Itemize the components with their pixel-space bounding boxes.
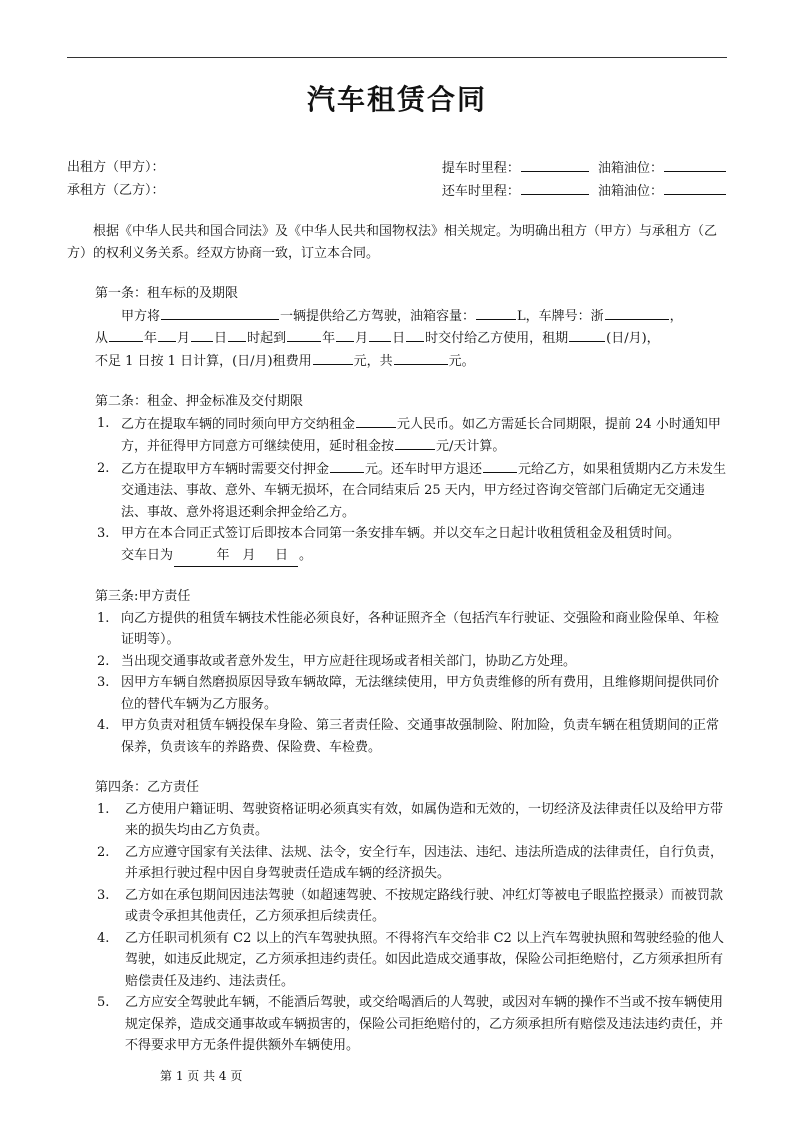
return-fuel-field[interactable] xyxy=(664,180,726,195)
lessee-duty-item: 2. 乙方应遵守国家有关法律、法规、法令，安全行车，因违法、违纪、违法所造成的法律责任，自行负责，并承担行驶过程中因自身驾驶责任造成车辆的经济损失。 xyxy=(97,844,724,881)
lessor-duty-item: 2. 当出现交通事故或者意外发生，甲方应赶往现场或者相关部门，协助乙方处理。 xyxy=(97,653,577,669)
lessee-duty-item: 5. 乙方应安全驾驶此车辆，不能酒后驾驶，或交给喝酒后的人驾驶，或因对车辆的操作不当或不按车辆使用规定保养，造成交通事故或车辆损害的，保险公司拒绝赔付的，乙方须承担所有赔偿及违法违约责任，并不得要求甲方无条件提供额外车辆使用。 xyxy=(97,995,724,1053)
article-1-heading: 第一条：租车标的及期限 xyxy=(95,286,239,301)
contract-body xyxy=(67,157,729,1057)
article-2-item-1: 1. 乙方在提取车辆的同时须向甲方交纳租金 元人民币。如乙方需延长合同期限，提前 24 小时通知甲方，并征得甲方同意方可继续使用，延时租金按 元/天计算。 xyxy=(67,413,729,458)
lessee-label: 承租方（乙方）： xyxy=(67,182,165,198)
end-day-field[interactable] xyxy=(369,327,391,342)
page-number: 第 1 页 共 4 页 xyxy=(160,1069,243,1083)
article-2-item-3: 3. 甲方在本合同正式签订后即按本合同第一条安排车辆。并以交车之日起计收租赁租金及租赁时间。 交车日为 年 月 日 。 xyxy=(67,523,729,567)
preamble: 根据《中华人民共和国合同法》及《中华人民共和国物权法》相关规定。为明确出租方（甲方）与承租方（乙方）的权利义务关系。经双方协商一致，订立本合同。 xyxy=(67,224,718,261)
vehicle-field[interactable] xyxy=(161,305,279,320)
lessee-duty-item: 3. 乙方如在承包期间因违法驾驶（如超速驾驶、不按规定路线行驶、冲红灯等被电子眼监控摄录）而被罚款或责令承担其他责任，乙方须承担后续责任。 xyxy=(97,887,724,924)
article-1-line-2: 从 年 月 日 时起到 年 月 日 时交付给乙方使用，租期 (日/月)， xyxy=(67,327,729,350)
tank-capacity-field[interactable] xyxy=(476,305,516,320)
plate-number-field[interactable] xyxy=(605,305,669,320)
article-4-heading: 第四条：乙方责任 xyxy=(95,780,200,795)
deposit-rent-field[interactable] xyxy=(356,413,396,428)
party-row-lessor xyxy=(67,157,729,180)
article-3-heading: 第三条:甲方责任 xyxy=(95,589,191,604)
overtime-rate-field[interactable] xyxy=(395,435,435,450)
delivery-date-field[interactable]: 年 月 日 xyxy=(174,545,298,568)
return-fuel-label: 油箱油位： xyxy=(597,183,663,199)
start-day-field[interactable] xyxy=(191,327,213,342)
article-2-item-2: 2. 乙方在提取甲方车辆时需要交付押金 元。还车时甲方退还 元给乙方，如果租赁期内乙方未发生交通违法、事故、意外、车辆无损坏，在合同结束后 25 天内，甲方经过咨询交管部门后确定无交通违法、事故、意外将退还剩余押金给乙方。 xyxy=(67,458,729,524)
lessee-duty-item: 4. 乙方任职司机须有 C2 以上的汽车驾驶执照。不得将汽车交给非 C2 以上汽车驾驶执照和驾驶经验的他人驾驶，如违反此规定，乙方须承担违约责任。如因此造成交通事故，保险公司拒绝赔付，乙方须承担所有赔偿责任及违约、违法责任。 xyxy=(97,930,724,989)
lessor-duty-item: 4. 甲方负责对租赁车辆投保车身险、第三者责任险、交通事故强制险、附加险，负责车辆在租赁期间的正常保养，负责该车的养路费、保险费、车检费。 xyxy=(97,718,720,755)
end-month-field[interactable] xyxy=(336,327,354,342)
pickup-fuel-label: 油箱油位： xyxy=(597,161,663,176)
end-year-field[interactable] xyxy=(287,327,321,342)
pickup-fuel-field[interactable] xyxy=(664,157,726,172)
article-1-line-3: 不足 1 日按 1 日计算，(日/月)租费用 元，共 元。 xyxy=(67,350,729,373)
start-year-field[interactable] xyxy=(109,327,143,342)
party-row-lessee xyxy=(67,180,729,203)
pickup-mileage-label: 提车时里程： xyxy=(441,161,520,176)
lessor-duty-item: 1. 向乙方提供的租赁车辆技术性能必须良好，各种证照齐全（包括汽车行驶证、交强险和商业险保单、年检证明等）。 xyxy=(97,610,720,647)
rent-total-field[interactable] xyxy=(394,350,448,365)
refund-field[interactable] xyxy=(483,458,517,473)
article-2-heading: 第二条：租金、押金标准及交付期限 xyxy=(95,394,304,409)
term-field[interactable] xyxy=(569,327,605,342)
article-1-line-1: 甲方将 一辆提供给乙方驾驶，油箱容量： L，车牌号：浙 ， xyxy=(67,305,729,328)
return-mileage-field[interactable] xyxy=(521,180,589,195)
end-hour-field[interactable] xyxy=(406,327,424,342)
lessee-duty-item: 1. 乙方使用户籍证明、驾驶资格证明必须真实有效，如属伪造和无效的，一切经济及法律责任以及给甲方带来的损失均由乙方负责。 xyxy=(97,801,724,838)
header-rule xyxy=(67,57,727,58)
lessor-duty-item: 3. 因甲方车辆自然磨损原因导致车辆故障，无法继续使用，甲方负责维修的所有费用，且维修期间提供同价位的替代车辆为乙方服务。 xyxy=(97,675,720,712)
rent-rate-field[interactable] xyxy=(313,350,353,365)
start-month-field[interactable] xyxy=(158,327,176,342)
return-mileage-label: 还车时里程： xyxy=(441,183,520,199)
start-hour-field[interactable] xyxy=(228,327,246,342)
lessor-label: 出租方（甲方）： xyxy=(67,160,165,175)
document-title: 汽车租赁合同 xyxy=(306,83,487,116)
pickup-mileage-field[interactable] xyxy=(521,157,589,172)
deposit-field[interactable] xyxy=(330,458,364,473)
